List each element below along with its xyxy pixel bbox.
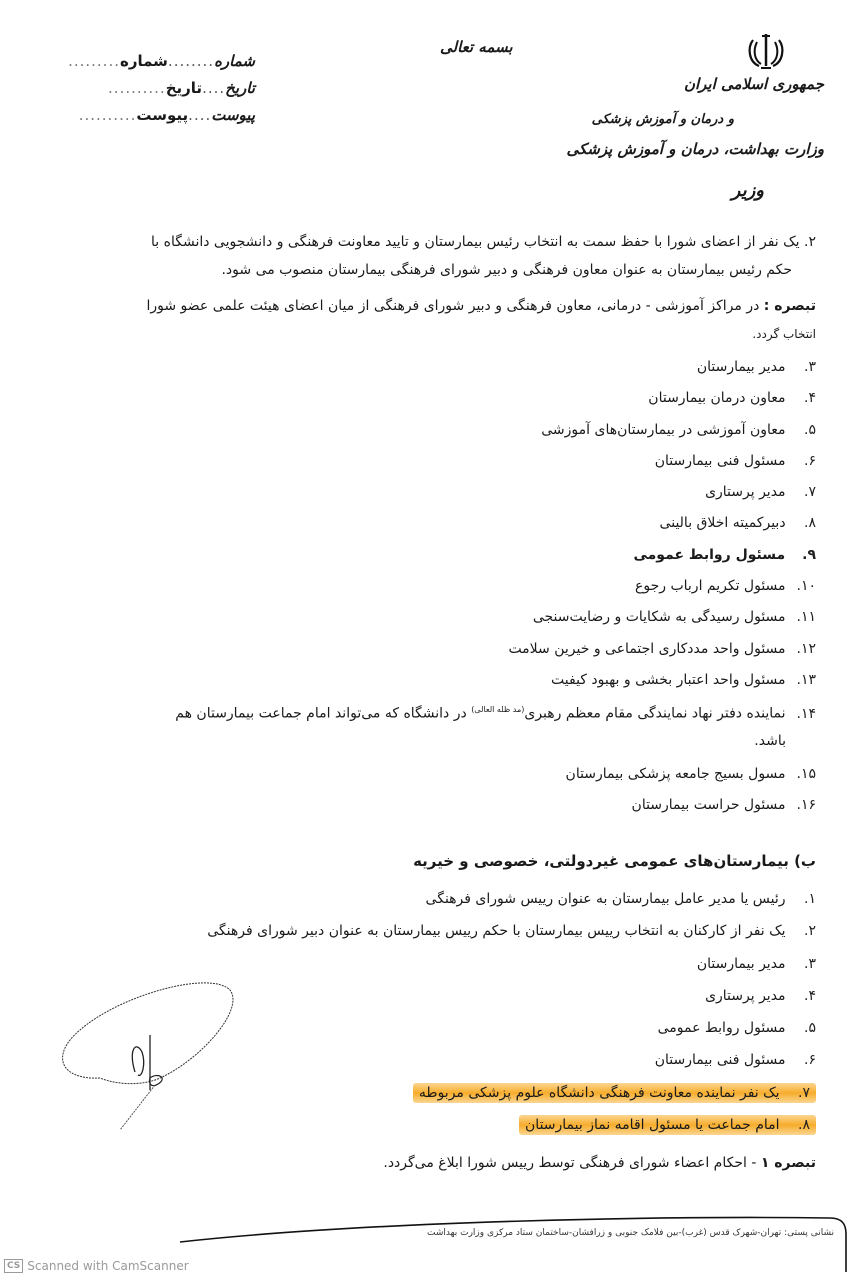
list-item: ۸. دبیرکمیته اخلاق بالینی [659,515,816,532]
section-b-title: ب) بیمارستان‌های عمومی غیردولتی، خصوصی و خیریه [413,852,816,870]
list-item: ۹. مسئول روابط عمومی [633,546,816,563]
ministry-title: وزارت بهداشت، درمان و آموزش پزشکی [566,140,824,158]
highlight-mark: ۷. یک نفر نماینده معاونت فرهنگی دانشگاه علوم پزشکی مربوطه [413,1083,816,1103]
item-2-paragraph [106,228,816,284]
section-a-list [76,352,816,822]
note-label: تبصره : [763,298,816,314]
meta-number: شماره ........ شماره ......... [68,52,255,70]
list-item: ۶. مسئول فنی بیمارستان [654,1052,816,1069]
meta-number-label: شماره [119,52,168,70]
list-item: ۱. رئیس یا مدیر عامل بیمارستان به عنوان رییس شورای فرهنگی [425,891,816,907]
item-2-line-2: حکم رئیس بیمارستان به عنوان معاون فرهنگی و دبیر شورای فرهنگی بیمارستان منصوب می شود. [221,262,792,278]
list-item: ۴. معاون درمان بیمارستان [648,390,816,407]
footer-frame [180,1212,850,1272]
list-item: ۴. مدیر پرستاری [705,987,816,1004]
signature-icon [50,960,250,1130]
basmala-heading: بسمه تعالی [440,38,513,56]
list-item: ۳. مدیر بیمارستان [696,955,816,972]
meta-date-script: تاریخ [225,79,255,97]
list-item: ۱۰. مسئول تکریم ارباب رجوع [635,578,816,595]
highlight-mark: ۸. امام جماعت یا مسئول اقامه نماز بیمارستان [519,1115,816,1135]
list-item: ۱۱. مسئول رسیدگی به شکایات و رضایت‌سنجی [532,609,816,626]
list-item: ۲. یک نفر از کارکنان به انتخاب رییس بیمارستان با حکم رییس بیمارستان به عنوان دبیر شورای فرهنگی [207,923,816,940]
note-line-1: تبصره : در مراکز آموزشی - درمانی، معاون فرهنگی و دبیر شورای فرهنگی از میان اعضای هیئت علمی عضو شورا [146,298,816,314]
note-1: تبصره ۱ - احکام اعضاء شورای فرهنگی توسط رییس شورا ابلاغ می‌گردد. [383,1155,816,1171]
list-item: ۳. مدیر بیمارستان [696,359,816,375]
meta-date: تاریخ .... تاریخ .......... [108,79,255,97]
list-item: ۶. مسئول فنی بیمارستان [654,452,816,469]
letter-meta [68,52,255,133]
list-item: ۵. معاون آموزشی در بیمارستان‌های آموزشی [541,421,816,438]
note-paragraph [76,292,816,348]
iran-emblem-icon [745,30,787,72]
list-item: ۱۳. مسئول واحد اعتبار بخشی و بهبود کیفیت [551,671,816,688]
footer-address: نشانی پستی: تهران-شهرک قدس (غرب)-بین فلامک جنوبی و زرافشان-ساختمان ستاد مرکزی وزارت بهداشت [426,1228,834,1238]
item-2-line-1: ۲. یک نفر از اعضای شورا با حفظ سمت به انتخاب رئیس بیمارستان و تایید معاونت فرهنگی و دانشجویی دانشگاه با [151,234,816,250]
meta-attachment-label: پیوست [136,106,189,124]
meta-number-script: شماره [214,52,255,70]
list-item: ۱۲. مسئول واحد مددکاری اجتماعی و خیرین سلامت [508,640,816,657]
note-1-label: تبصره ۱ [760,1155,816,1171]
note-line-2: انتخاب گردد. [752,327,816,341]
meta-attachment-script: پیوست [211,106,255,124]
meta-date-label: تاریخ [165,79,203,97]
meta-attachment: پیوست .... پیوست .......... [78,106,255,124]
list-item: ۵. مسئول روابط عمومی [657,1020,816,1037]
camscanner-text: Scanned with CamScanner [27,1259,189,1273]
camscanner-watermark [4,1259,189,1273]
camscanner-logo-icon: CS [4,1259,23,1273]
list-item: ۱۶. مسئول حراست بیمارستان [631,797,816,814]
ministry-title-upper: و درمان و آموزش پزشکی [591,112,734,127]
minister-title: وزیر [731,180,764,201]
list-item: ۱۵. مسول بسیج جامعه پزشکی بیمارستان [565,765,816,782]
list-item-14: ۱۴. نماینده دفتر نهاد نمایندگی مقام معظم رهبری$^{(مد ظله العالی)}$ در دانشگاه که می‌تواند امام جماعت بیمارستان هم باشد. [175,705,816,749]
list-item: ۷. مدیر پرستاری [705,484,816,501]
republic-title: جمهوری اسلامی ایران [683,75,824,93]
